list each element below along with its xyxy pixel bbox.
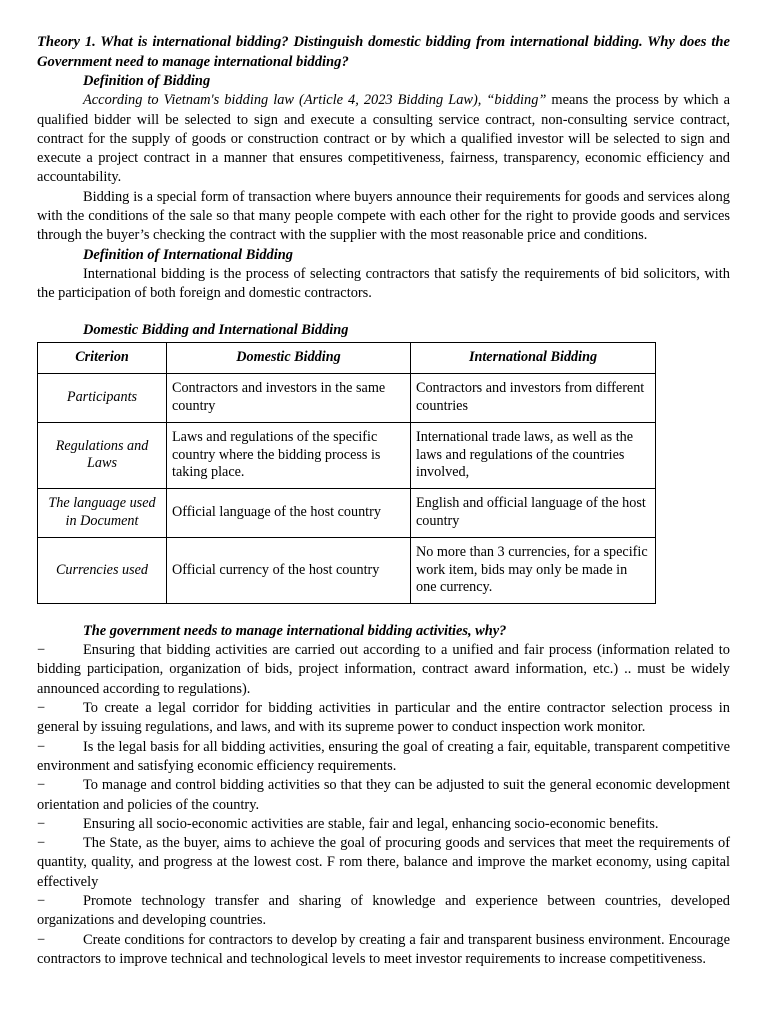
table-header-row [38, 342, 656, 373]
criterion-cell: The language used in Document [38, 488, 167, 537]
international-cell: Contractors and investors from different countries [411, 373, 656, 422]
list-item [37, 931, 730, 970]
document-body [37, 32, 730, 969]
heading-definition-of-bidding: Definition of Bidding [83, 73, 211, 89]
dash-marker: − [37, 931, 46, 948]
list-item [37, 776, 730, 815]
paragraph-bidding-law [37, 91, 730, 187]
criterion-cell: Currencies used [38, 537, 167, 603]
list-item [37, 892, 730, 931]
list-item [37, 699, 730, 738]
comparison-table [37, 342, 656, 604]
domestic-cell: Contractors and investors in the same country [167, 373, 411, 422]
list-item-text: Promote technology transfer and sharing of knowledge and experience between countries, developed organizations and developing countries. [37, 893, 730, 929]
table-row [38, 373, 656, 422]
heading-government-management: The government needs to manage international bidding activities, why? [83, 622, 507, 639]
dash-marker: − [37, 777, 46, 794]
criterion-cell: Participants [38, 373, 167, 422]
header-domestic-bidding: Domestic Bidding [167, 342, 411, 373]
list-item-text: To manage and control bidding activities so that they can be adjusted to suit the general economic development orientation and policies of the country. [37, 777, 730, 813]
dash-marker: − [37, 700, 46, 717]
list-item-text: Is the legal basis for all bidding activities, ensuring the goal of creating a fair, equitable, transparent competitive environment and satisfying economic efficiency requirements. [37, 738, 730, 774]
table-caption: Domestic Bidding and International Bidding [83, 321, 349, 338]
law-citation: According to Vietnam's bidding law (Article 4, 2023 Bidding Law), “bidding” [83, 92, 547, 109]
dash-marker: − [37, 835, 46, 852]
header-criterion: Criterion [38, 342, 167, 373]
list-item [37, 641, 730, 699]
document-title: Theory 1. What is international bidding? Distinguish domestic bidding from international bidding. Why does the Government need to manage international bidding? [37, 34, 730, 70]
list-item [37, 834, 730, 892]
international-cell: English and official language of the host country [411, 488, 656, 537]
list-item [37, 738, 730, 777]
section-spacer [37, 304, 730, 321]
table-row [38, 488, 656, 537]
list-item-text: The State, as the buyer, aims to achieve the goal of procuring goods and services that meet the requirements of quantity, quality, and progress at the lowest cost. F rom there, balance and improve the market economy, using capital effectively [37, 835, 730, 890]
table-row [38, 422, 656, 488]
list-item-text: To create a legal corridor for bidding activities in particular and the entire contractor selection process in general by issuing regulations, and laws, and with its supreme power to conduct inspection work monitor. [37, 700, 730, 736]
criterion-cell: Regulations and Laws [38, 422, 167, 488]
paragraph-bidding-transaction: Bidding is a special form of transaction where buyers announce their requirements for goods and services along with the conditions of the sale so that many people compete with each other for the right to provide goods and services through the buyer’s checking the contract with the supplier with the most reasonable price and conditions. [37, 188, 730, 244]
dash-marker: − [37, 642, 46, 659]
domestic-cell: Laws and regulations of the specific country where the bidding process is taking place. [167, 422, 411, 488]
international-cell: No more than 3 currencies, for a specific work item, bids may only be made in one currency. [411, 537, 656, 603]
list-item [37, 815, 730, 834]
header-international-bidding: International Bidding [411, 342, 656, 373]
heading-definition-international-bidding: Definition of International Bidding [83, 246, 293, 263]
list-item-text: Ensuring all socio-economic activities are stable, fair and legal, enhancing socio-economic benefits. [83, 815, 659, 832]
list-item-text: Ensuring that bidding activities are carried out according to a unified and fair process (information related to bidding participation, organization of bids, project information, contract award information, etc.) .. must be widely announced according to regulations). [37, 642, 730, 697]
dash-marker: − [37, 738, 46, 755]
domestic-cell: Official language of the host country [167, 488, 411, 537]
list-item-text: Create conditions for contractors to develop by creating a fair and transparent business environment. Encourage contractors to improve technical and technological levels to meet investor requirements to increase competitiveness. [37, 931, 730, 967]
international-cell: International trade laws, as well as the laws and regulations of the countries involved, [411, 422, 656, 488]
paragraph-international-bidding: International bidding is the process of selecting contractors that satisfy the requirements of bid solicitors, with the participation of both foreign and domestic contractors. [37, 265, 730, 302]
table-row [38, 537, 656, 603]
domestic-cell: Official currency of the host country [167, 537, 411, 603]
dash-marker: − [37, 893, 46, 910]
dash-marker: − [37, 815, 46, 832]
law-definition-text: means the process by which a qualified bidder will be selected to sign and execute a consulting service contract, non-consulting service contract, contract for the supply of goods or construction contract or by which a qualified investor will be selected to sign and execute a project contract in a manner that ensures competitiveness, fairness, transparency, economic efficiency and accountability. [37, 92, 730, 186]
government-reasons-section [37, 622, 730, 969]
